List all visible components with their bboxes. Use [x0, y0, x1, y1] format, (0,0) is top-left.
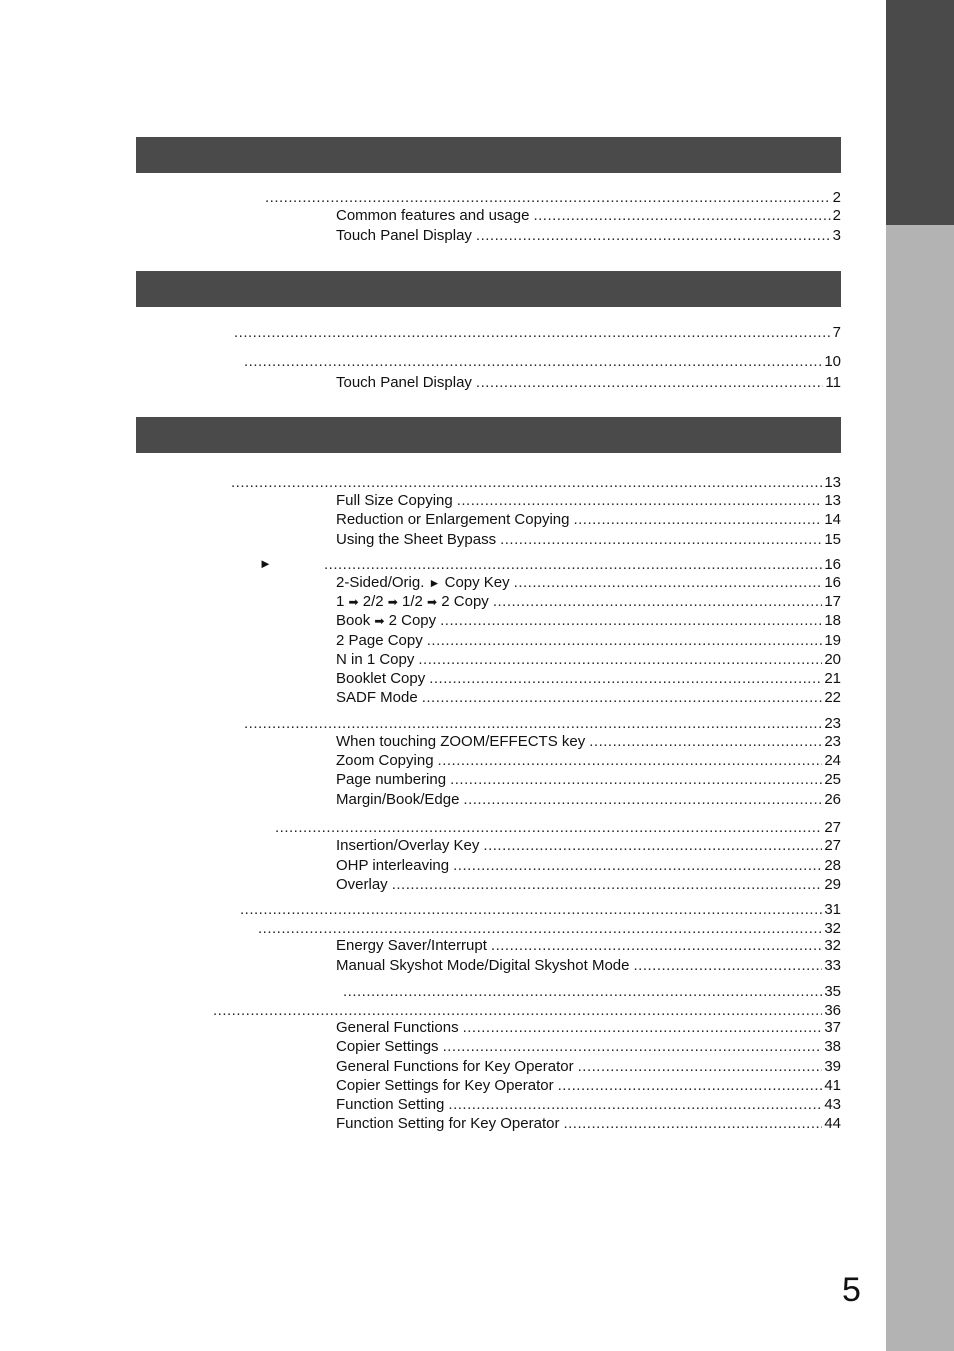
toc-entry[interactable] [265, 188, 841, 207]
toc-label: General Functions [336, 1019, 459, 1036]
toc-label: Overlay [336, 876, 388, 893]
toc-label: Insertion/Overlay Key [336, 837, 480, 854]
toc-page: 28 [824, 857, 841, 874]
toc-page: 10 [824, 353, 841, 370]
leader-dots [429, 669, 822, 688]
leader-dots [234, 323, 831, 342]
toc-label: Function Setting for Key Operator [336, 1115, 560, 1132]
leader-dots [343, 982, 822, 1001]
toc-page: 32 [824, 920, 841, 937]
toc-entry[interactable] [336, 669, 841, 688]
leader-dots [438, 751, 823, 770]
leader-dots [514, 573, 823, 592]
toc-label: Touch Panel Display [336, 374, 472, 391]
toc-entry[interactable] [336, 1057, 841, 1076]
triangle-right-icon: ► [428, 576, 441, 590]
toc-entry[interactable] [336, 732, 841, 751]
leader-dots [558, 1076, 823, 1095]
toc-page: 35 [824, 983, 841, 1000]
toc-label: When touching ZOOM/EFFECTS key [336, 733, 586, 750]
toc-label: Full Size Copying [336, 492, 453, 509]
toc-page: 23 [824, 733, 841, 750]
toc-page: 15 [824, 531, 841, 548]
leader-dots [533, 206, 830, 225]
leader-dots [244, 714, 822, 733]
toc-label: Copier Settings for Key Operator [336, 1077, 554, 1094]
toc-entry[interactable] [336, 956, 841, 975]
triangle-right-icon: ► [259, 556, 272, 571]
toc-entry[interactable] [336, 373, 841, 392]
toc-page: 19 [824, 632, 841, 649]
toc-label: Copier Settings [336, 1038, 439, 1055]
toc-page: 44 [824, 1115, 841, 1132]
toc-entry[interactable] [336, 611, 841, 630]
leader-dots [453, 856, 822, 875]
toc-label: Manual Skyshot Mode/Digital Skyshot Mode [336, 957, 630, 974]
toc-entry[interactable] [324, 555, 841, 574]
leader-dots [448, 1095, 822, 1114]
toc-page: 32 [824, 937, 841, 954]
toc-label: Common features and usage [336, 207, 530, 224]
toc-label: Page numbering [336, 771, 447, 788]
toc-entry[interactable] [336, 650, 841, 669]
toc-entry[interactable] [336, 1095, 841, 1114]
toc-label: General Functions for Key Operator [336, 1058, 574, 1075]
toc-page: 13 [824, 474, 841, 491]
leader-dots [463, 1018, 823, 1037]
toc-page: 23 [824, 715, 841, 732]
arrow-right-icon: ➡ [387, 595, 398, 609]
toc-page: 16 [824, 574, 841, 591]
toc-label: Margin/Book/Edge [336, 791, 460, 808]
toc-entry[interactable] [336, 751, 841, 770]
toc-entry[interactable] [336, 836, 841, 855]
toc-page: 27 [824, 819, 841, 836]
toc-entry[interactable] [336, 1076, 841, 1095]
toc-label: Zoom Copying [336, 752, 434, 769]
toc-label: 2-Sided/Orig. ► Copy Key [336, 574, 510, 591]
toc-page: 41 [824, 1077, 841, 1094]
toc-page: 7 [832, 324, 841, 341]
leader-dots [578, 1057, 823, 1076]
toc-page: 39 [824, 1058, 841, 1075]
toc-entry[interactable] [275, 818, 841, 837]
leader-dots [500, 530, 822, 549]
toc-entry[interactable] [336, 530, 841, 549]
leader-dots [563, 1114, 822, 1133]
section-header-bar-3 [136, 417, 841, 453]
toc-entry[interactable] [336, 631, 841, 650]
side-tab-marker [886, 0, 954, 225]
leader-dots [573, 510, 822, 529]
toc-page: 36 [824, 1002, 841, 1019]
toc-entry[interactable] [244, 352, 841, 371]
toc-page: 21 [824, 670, 841, 687]
toc-page: 25 [824, 771, 841, 788]
leader-dots [265, 188, 831, 207]
toc-label: Touch Panel Display [336, 227, 472, 244]
section-header-bar-1 [136, 137, 841, 173]
leader-dots [463, 790, 822, 809]
toc-page: 17 [824, 593, 841, 610]
leader-dots [493, 592, 823, 611]
toc-label: N in 1 Copy [336, 651, 415, 668]
toc-entry[interactable] [336, 1018, 841, 1037]
section-header-bar-2 [136, 271, 841, 307]
toc-page: 22 [824, 689, 841, 706]
toc-entry[interactable] [336, 875, 841, 894]
arrow-right-icon: ➡ [348, 595, 359, 609]
toc-entry[interactable] [231, 473, 841, 492]
toc-page: 29 [824, 876, 841, 893]
toc-label: Book ➡ 2 Copy [336, 612, 437, 629]
leader-dots [440, 611, 822, 630]
toc-entry[interactable] [336, 936, 841, 955]
toc-label: Using the Sheet Bypass [336, 531, 497, 548]
toc-entry[interactable] [336, 491, 841, 510]
toc-page: 2 [832, 207, 841, 224]
toc-label: SADF Mode [336, 689, 418, 706]
toc-page: 3 [832, 227, 841, 244]
toc-page: 20 [824, 651, 841, 668]
toc-page: 2 [832, 189, 841, 206]
toc-entry[interactable] [336, 226, 841, 245]
leader-dots [427, 631, 823, 650]
arrow-right-icon: ➡ [374, 614, 385, 628]
toc-entry[interactable] [336, 790, 841, 809]
toc-entry[interactable] [336, 1114, 841, 1133]
toc-entry[interactable] [336, 770, 841, 789]
toc-label: Function Setting [336, 1096, 445, 1113]
leader-dots [589, 732, 822, 751]
toc-entry[interactable] [343, 982, 841, 1001]
leader-dots [231, 473, 822, 492]
toc-page: 31 [824, 901, 841, 918]
toc-entry[interactable] [336, 573, 841, 592]
toc-page: 43 [824, 1096, 841, 1113]
toc-page: 37 [824, 1019, 841, 1036]
leader-dots [324, 555, 822, 574]
toc-entry[interactable] [336, 688, 841, 707]
leader-dots [275, 818, 822, 837]
leader-dots [633, 956, 822, 975]
leader-dots [443, 1037, 823, 1056]
toc-label: 2 Page Copy [336, 632, 423, 649]
toc-entry[interactable] [336, 510, 841, 529]
leader-dots [483, 836, 822, 855]
toc-page: 38 [824, 1038, 841, 1055]
toc-page: 13 [824, 492, 841, 509]
toc-label: Reduction or Enlargement Copying [336, 511, 570, 528]
toc-label: OHP interleaving [336, 857, 450, 874]
toc-page: 18 [824, 612, 841, 629]
leader-dots [392, 875, 823, 894]
leader-dots [244, 352, 822, 371]
leader-dots [240, 900, 822, 919]
toc-entry[interactable] [336, 1037, 841, 1056]
toc-label: Booklet Copy [336, 670, 426, 687]
toc-entry[interactable] [240, 900, 841, 919]
toc-page: 14 [824, 511, 841, 528]
toc-label: 1 ➡ 2/2 ➡ 1/2 ➡ 2 Copy [336, 593, 489, 610]
toc-label: Energy Saver/Interrupt [336, 937, 487, 954]
toc-page: 26 [824, 791, 841, 808]
arrow-right-icon: ➡ [427, 595, 438, 609]
toc-entry[interactable] [336, 206, 841, 225]
leader-dots [491, 936, 822, 955]
toc-page: 33 [824, 957, 841, 974]
leader-dots [418, 650, 822, 669]
leader-dots [457, 491, 823, 510]
toc-page: 11 [825, 374, 841, 391]
toc-entry[interactable] [244, 714, 841, 733]
toc-page: 16 [824, 556, 841, 573]
leader-dots [450, 770, 822, 789]
toc-page: 27 [824, 837, 841, 854]
toc-page: 24 [824, 752, 841, 769]
toc-entry[interactable] [336, 856, 841, 875]
toc-entry[interactable] [234, 323, 841, 342]
page-number: 5 [842, 1271, 861, 1309]
toc-entry[interactable] [336, 592, 841, 611]
leader-dots [476, 373, 824, 392]
leader-dots [422, 688, 823, 707]
leader-dots [476, 226, 831, 245]
